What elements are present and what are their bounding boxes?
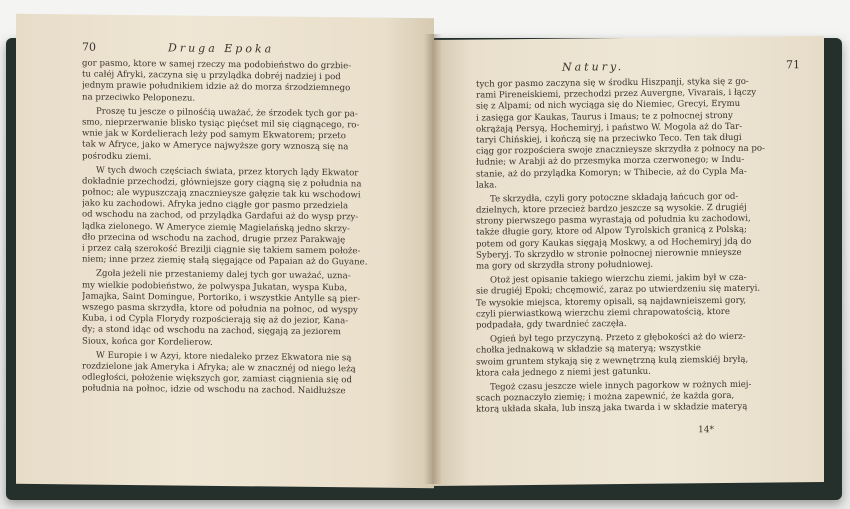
text-line: i przez całą szerokość Brezilji ciągnie się takiem samem położe- (82, 243, 361, 257)
text-line: połnoc; ale wypuszczają znacznieysze gałęzie tak ku wschodowi (82, 187, 361, 201)
text-line: podpadała, gdy twardnieć zaczęła. (476, 318, 627, 331)
page-number: 71 (786, 58, 800, 72)
paragraph (476, 379, 800, 416)
text-line: i zasięga gor Kaukas, Taurus i Imaus; te z połnocnej strony (476, 110, 733, 124)
text-line: niem; inne przez ziemię stałą sięgające od Papaian aż do Guyane. (82, 254, 368, 268)
text-line: lądka zielonego. W Ameryce ziemię Magielańską jedno skrzy- (82, 221, 350, 234)
right-page-header (476, 58, 800, 79)
text-line: W Europie i w Azyi, ktore niedaleko przez Ekwatora nie są (96, 350, 352, 364)
text-line: potem od gory Kaukas sięgają Moskwy, a od Hochemiryj jdą do (476, 236, 752, 250)
text-line: odległości, położenie większych gor, zamiast ciągnienia się od (82, 372, 352, 386)
text-line: sie drugiéj Epoki; chcęmowić, zaraz po utwierdzeniu się materyi. (476, 283, 761, 297)
right-page (432, 36, 824, 486)
text-line: dokładnie przechodzi, główniejsze gory ciągną się z południa na (82, 176, 362, 190)
running-title: Natury. (562, 60, 625, 74)
left-page-header (82, 41, 424, 63)
text-line: stanie, aż do przylądka Komoryn; w Thibecie, aż do Cypla Ma- (476, 166, 747, 180)
signature-mark: 14* (698, 425, 714, 436)
paragraph (476, 76, 800, 191)
text-line: ktora cała jednego z niemi jest gatunku. (476, 366, 651, 379)
paragraph (82, 165, 424, 269)
text-line: ma gory od skrzydła strony południowej. (476, 259, 654, 272)
paragraph (476, 272, 800, 331)
text-line: ciąg gor rozpościera swoje znacznieysze skrzydła z połnocy na po- (476, 143, 765, 157)
text-line: dzielnych, ktore przecież bardzo jeszcze są wysokie. Z drugiéj (476, 202, 747, 216)
text-line: tak w Afryce, jako w Ameryce najwyższe gory wznoszą się na (82, 139, 349, 153)
paragraph (82, 59, 424, 107)
book-gutter (424, 34, 442, 484)
text-line: wszego pasma skrzydła, ktore od południa na połnoc, od wyspy (82, 302, 358, 316)
text-line: rami Pireneiskiemi, przechodzi przez Auvergne, Vivarais, i łączy (476, 87, 757, 101)
text-line: czyli pierwiastkową wierzchu ziemi chrapowatością, ktore (476, 306, 730, 320)
text-line: na przeciwko Peloponezu. (82, 92, 196, 104)
text-line: się z Alpami; od nich wyciąga się do Niemiec, Grecyi, Erymu (476, 99, 741, 112)
left-page (16, 14, 434, 488)
text-line: Jamajka, Saint Domingue, Portoriko, i wszystkie Antylle są pier- (82, 291, 361, 305)
text-line: W tych dwoch częściach świata, przez ktorych lądy Ekwator (96, 165, 359, 179)
text-line: wnie jak w Kordelierach leży pod samym Ekwatorem; przeto (82, 128, 346, 142)
text-line: taryi Chińskiej, i kończą się na przeciwko Teco. Ten tak długi (476, 132, 742, 146)
paragraph (476, 191, 800, 273)
right-page-body (476, 76, 800, 419)
text-line: dy; a stond idąc od wschodu na zachod, sięgają za jeziorem (82, 324, 341, 338)
text-line: południa na połnoc, idzie od wschodu na zachod. Naidłuższe (82, 383, 346, 397)
text-line: także długie gory, ktore od Alpow Tyrolskich granicą z Polską; (476, 225, 747, 239)
page-number: 70 (82, 40, 96, 54)
text-line: laka. (476, 180, 497, 191)
paragraph (82, 269, 424, 351)
paragraph (476, 331, 800, 379)
text-line: smo, nieprzerwanie blisko tysiąc pięćset mil się ciągnącego, ro- (82, 117, 360, 131)
text-line: dło przecina od wschodu na zachod, drugie przez Parakwaję (82, 232, 346, 246)
text-line: pośrodku ziemi. (82, 151, 152, 162)
text-line: od wschodu na zachod, od przylądka Gardafui aż do wysp przy- (82, 209, 359, 223)
text-line: scach poznaczyło ziemię; i można zapewnić, że każda gora, (476, 390, 735, 404)
text-line: Otoż jest opisanie takiego wierzchu ziemi, jakim był w cza- (490, 272, 747, 286)
text-line: jako ku zachodowi. Afryka jedno ciągłe gor pasmo przedziela (82, 198, 349, 212)
text-line: Kuba, i od Cypla Florydy rozpościerają się aż do jezior, Kana- (82, 313, 349, 327)
text-line: rozdzielone jak Ameryka i Afryka; ale w znacznéj od niego leżą (82, 361, 356, 375)
text-line: okrążają Persyą, Hochemiryj, i państwo W. Mogola aż do Tar- (476, 121, 743, 135)
text-line: Proszę tu jescze o pilnośćią uważać, że śrzodek tych gor pa- (96, 106, 358, 120)
text-line: Zgoła jeżeli nie przestaniemy dalej tych gor uważać, uzna- (96, 269, 351, 282)
text-line: Sioux, końca gor Kordelierow. (82, 336, 213, 348)
running-title: Druga Epoka (168, 41, 275, 56)
text-line: jednym prawie południkiem idzie aż do morza śrzodziemnego (82, 80, 351, 94)
left-page-body (82, 59, 424, 402)
text-line: my wielkie podobieństwo, że polwyspa Jukatan, wyspa Kuba, (82, 280, 348, 293)
text-line: łudnie; w Arabji aż do przesmyka morza czerwonego; w Indu- (476, 155, 745, 168)
text-line: Syberyj. To skrzydło w stronie połnocnej nierownie mnieysze (476, 247, 742, 261)
paragraph (82, 106, 424, 166)
text-line: swoim gruntem stykają się z wewnętrzną kulą ziemskiéj bryłą, (476, 354, 749, 368)
text-line: Te skrzydła, czyli gory potoczne składają łańcuch gor od- (490, 191, 739, 205)
text-line: Ogień był tego przyczyną. Przeto z głębokości aż do wierz- (490, 331, 746, 345)
text-line: tu całéj Afryki, zaczyna się u przylądka dobréj nadziej i pod (82, 69, 341, 83)
text-line: gor pasmo, ktore w samej rzeczy ma podobieństwo do grzbie- (82, 58, 352, 72)
paragraph (82, 350, 424, 398)
text-line: Tegoż czasu jeszcze wiele innych pagorkow w rożnych miej- (490, 379, 752, 393)
text-line: ktorą układa skała, lub inszą jaka twarda i w składzie materyą (476, 402, 748, 415)
text-line: chołka jednakową w składzie są materyą; wszystkie (476, 343, 701, 356)
text-line: strony pierwszego pasma wyrastają od południa ku zachodowi, (476, 213, 751, 227)
text-line: tych gor pasmo zaczyna się w środku Hiszpanji, styka się z go- (476, 76, 749, 90)
text-line: Te wysokie miejsca, ktoremy opisali, są najdawnieiszemi gory, (476, 295, 747, 309)
